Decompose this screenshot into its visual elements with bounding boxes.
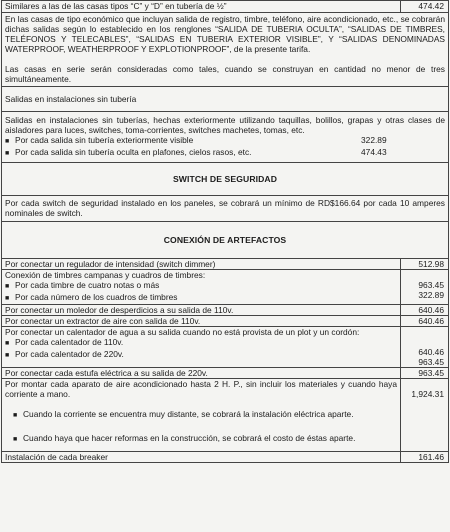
row-amount: 161.46 — [401, 452, 449, 463]
bullet-icon: ■ — [5, 295, 10, 302]
row-amount: 512.98 — [401, 259, 449, 270]
item-text: Por cada calentador de 110v. — [15, 337, 124, 347]
timbres-cell — [2, 270, 401, 305]
switch-text: Por cada switch de seguridad instalado en los paneles, se cobrará un mínimo de RD$166.64 por cada 10 amperes nominales de switch. — [2, 196, 449, 222]
row-text: Conexión de timbres campanas y cuadros de timbres: — [5, 270, 206, 280]
paragraph: Salidas en instalaciones sin tuberías, hechas exteriormente utilizando taquillas, bolillos, grapas y otras clases de aisladores para luces, switches, toma-corrientes, switches machetes, tomas, etc. — [5, 115, 445, 135]
table-row — [2, 112, 449, 163]
paragraph: Las casas en serie serán consideradas como tales, cuando se construyan en cantidad no menor de tres simultáneamente. — [5, 64, 445, 84]
row-amount: 963.45 — [418, 357, 444, 367]
section-title: CONEXIÓN DE ARTEFACTOS — [2, 222, 449, 259]
item-value: 322.89 — [361, 135, 387, 145]
aire-cell — [2, 379, 401, 452]
row-text: Por conectar un extractor de aire con salida de 110v. — [2, 316, 401, 327]
table-row — [2, 196, 449, 222]
table-row — [2, 379, 449, 452]
row-amount: 640.46 — [401, 316, 449, 327]
row-amount: 963.45 — [418, 280, 444, 290]
row-text: Instalación de cada breaker — [2, 452, 401, 463]
table-row — [2, 270, 449, 305]
bullet-icon: ■ — [5, 352, 10, 359]
item-text: Por cada salida sin tubería oculta en plafones, cielos rasos, etc. — [15, 147, 252, 157]
table-row — [2, 305, 449, 316]
bullet-icon: ■ — [5, 283, 10, 290]
item-text: Cuando haya que hacer reformas en la construcción, se cobrará el costo de éstas aparte. — [23, 433, 356, 443]
table-row — [2, 316, 449, 327]
table-row — [2, 327, 449, 368]
amount-cell — [401, 327, 449, 368]
paragraph: En las casas de tipo económico que incluyan salida de registro, timbre, teléfono, aire acondicionado, etc., se cobrarán dichas salidas según lo establecido en los renglones “SALIDA DE TUBERIA OCULTA”, “SALIDAS DE TIMBRES, TELÉFONOS Y TELECABLES”, “SALIDAS EN TUBERIA EXTERIOR VISIBLE”, Y “SALIDAS DENOMINADAS WATERPROOF, WEATHERPROOF Y EXPLOTIONPROOF”, de la presente tarifa. — [5, 14, 445, 54]
table-row — [2, 368, 449, 379]
row-text: Por conectar un calentador de agua a su salida cuando no está provista de un plot y un cordón: — [5, 327, 360, 337]
row-amount: 640.46 — [401, 305, 449, 316]
table-row — [2, 259, 449, 270]
row-text: Por conectar un regulador de intensidad (switch dimmer) — [2, 259, 401, 270]
row-amount: 963.45 — [401, 368, 449, 379]
row-text: Por conectar un moledor de desperdicios a su salida de 110v. — [2, 305, 401, 316]
item-text: Por cada timbre de cuatro notas o más — [15, 280, 160, 290]
bullet-icon: ■ — [13, 436, 18, 443]
tariff-table — [1, 0, 449, 463]
table-row — [2, 1, 449, 13]
item-value: 474.43 — [361, 147, 387, 157]
list-item — [5, 349, 397, 361]
row-amount: 640.46 — [418, 347, 444, 357]
table-row — [2, 87, 449, 112]
table-row — [2, 13, 449, 87]
table-row — [2, 222, 449, 259]
list-item — [5, 292, 397, 304]
table-row — [2, 452, 449, 463]
item-text: Por cada salida sin tubería exteriormente visible — [15, 135, 194, 145]
section-title: SWITCH DE SEGURIDAD — [2, 163, 449, 196]
calentador-cell — [2, 327, 401, 368]
bullet-icon: ■ — [5, 138, 10, 145]
item-text: Cuando la corriente se encuentra muy distante, se cobrará la instalación eléctrica aparte. — [23, 409, 354, 419]
row-amount: 322.89 — [418, 290, 444, 300]
item-text: Por cada número de los cuadros de timbres — [15, 292, 178, 302]
list-item — [5, 147, 445, 159]
row-text: Salidas en instalaciones sin tubería — [2, 87, 449, 112]
list-item — [5, 433, 397, 445]
item-text: Por cada calentador de 220v. — [15, 349, 124, 359]
row-amount: 1,924.31 — [411, 389, 444, 399]
bullet-icon: ■ — [13, 412, 18, 419]
row-text: Por conectar cada estufa eléctrica a su salida de 220v. — [2, 368, 401, 379]
bullet-icon: ■ — [5, 340, 10, 347]
row-text: Por montar cada aparato de aire acondicionado hasta 2 H. P., sin incluir los materiales y cuando haya corriente a mano. — [5, 379, 397, 399]
list-item — [5, 337, 397, 349]
amount-cell — [401, 270, 449, 305]
list-item — [5, 280, 397, 292]
table-row — [2, 163, 449, 196]
list-item — [5, 135, 445, 147]
salidas-sin-tuberia — [2, 112, 449, 163]
amount-cell — [401, 379, 449, 452]
bullet-icon: ■ — [5, 150, 10, 157]
row-amount: 474.42 — [401, 1, 449, 13]
row-text: Similares a las de las casas tipos “C” y “D” en tubería de ½” — [2, 1, 401, 13]
economic-houses-note — [2, 13, 449, 87]
list-item — [5, 409, 397, 421]
